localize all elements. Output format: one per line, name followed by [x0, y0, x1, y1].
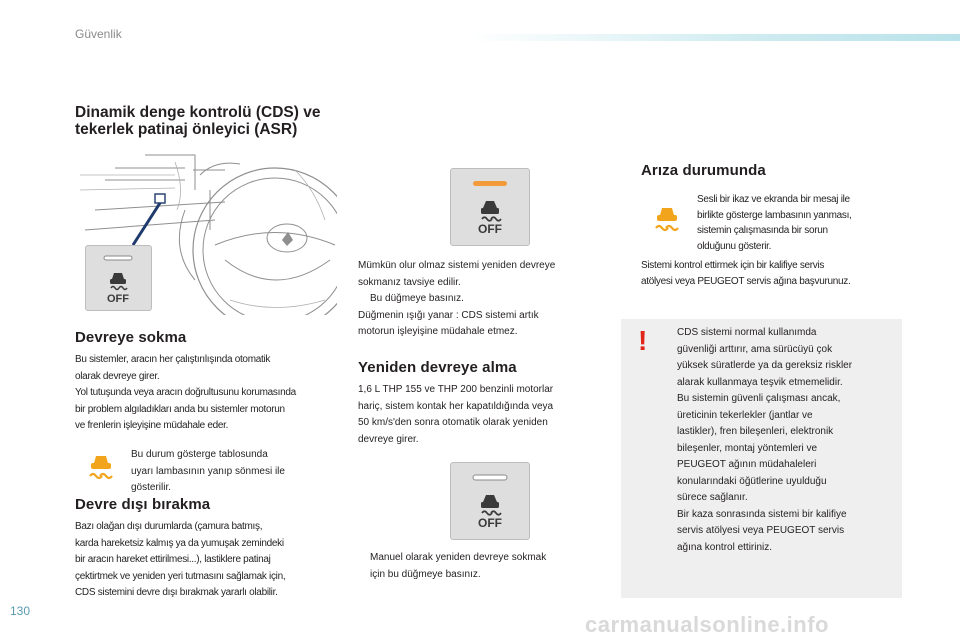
caution-box: [621, 319, 902, 598]
skid-warning-icon: [86, 452, 116, 485]
deactivate-text: Bazı olağan dışı durumlarda (çamura batmış, karda hareketsiz kalmış ya da yumuşak zemindeki bir aracın hareket ettirilmesi...), lastiklere patinaj çektirtmek ve yeniden yeri tutmasını sağlamak için, CDS sistemini devre dışı bırakmak yararlı olabilir.: [75, 521, 286, 598]
page-number: 130: [10, 604, 31, 618]
button-off-label: OFF: [478, 222, 502, 236]
section-label: Güvenlik: [75, 27, 122, 41]
fault-text: Sistemi kontrol ettirmek için bir kalifiye servis atölyesi veya PEUGEOT servis ağına başvurunuz.: [641, 260, 851, 287]
header-rule: [470, 34, 960, 41]
off-text: Mümkün olur olmaz sistemi yeniden devreye sokmanız tavsiye edilir. Bu düğmeye basınız. Düğmenin ışığı yanar : CDS sistemi artık motorun işleyişine müdahale etmez.: [358, 260, 556, 337]
watermark: carmanualsonline.info: [585, 612, 829, 637]
fault-heading: Arıza durumunda: [641, 162, 766, 179]
button-off-label: OFF: [107, 293, 129, 305]
activate-heading: Devreye sokma: [75, 329, 187, 346]
cds-off-button-lit-image: [450, 168, 530, 246]
page-title: Dinamik denge kontrolü (CDS) ve tekerlek patinaj önleyici (ASR): [75, 104, 321, 138]
cds-off-button-unlit-image: [450, 462, 530, 540]
bullet-icon: [358, 550, 370, 567]
button-off-label: OFF: [478, 516, 502, 530]
reactivate-text: 1,6 L THP 155 ve THP 200 benzinli motorlar hariç, sistem kontak her kapatıldığında veya 50 km/s'den sonra otomatik olarak yeniden devreye girer.: [358, 384, 554, 445]
caution-icon: !: [638, 325, 648, 356]
cds-off-button-image: [85, 245, 152, 311]
deactivate-heading: Devre dışı bırakma: [75, 496, 211, 513]
warning-text: Bu durum gösterge tablosunda uyarı lambasının yanıp sönmesi ile gösterilir.: [131, 449, 285, 493]
caution-text: CDS sistemi normal kullanımda güvenliği arttırır, ama sürücüyü çok yüksek süratlerde ya da gereksiz riskler alarak kullanmaya teşvik etmemelidir. Bu sistemin güvenli çalışması ancak, üreticinin tekerlekler (jantlar ve lastikler), fren bileşenleri, elektronik bileşenler, montaj yöntemleri ve PEUGEOT ağının müdahaleleri konularındaki öğütlerine uyulduğu sürece sağlanır. Bir kaza sonrasında sistemi bir kalifiye servis atölyesi veya PEUGEOT servis ağına kontrol ettiriniz.: [677, 327, 853, 553]
skid-car-icon: [481, 201, 501, 221]
fault-icon-text: Sesli bir ikaz ve ekranda bir mesaj ile birlikte gösterge lambasının yanması, sistemin çalışmasında bir sorun olduğunu gösterir.: [697, 194, 852, 252]
activate-text: Bu sistemler, aracın her çalıştırılışında otomatik olarak devreye girer. Yol tutuşunda veya aracın doğrultusunu korumasında bir problem algıladıkları anda bu sistemler motorun ve frenlerin işleyişine müdahale eder.: [75, 354, 296, 431]
skid-warning-icon: [652, 204, 682, 237]
bullet-icon: [358, 291, 370, 308]
skid-car-icon: [481, 495, 501, 515]
manual-reactivate-text: Manuel olarak yeniden devreye sokmak için bu düğmeye basınız.: [358, 550, 608, 583]
reactivate-heading: Yeniden devreye alma: [358, 359, 517, 376]
skid-car-icon: [110, 273, 127, 290]
